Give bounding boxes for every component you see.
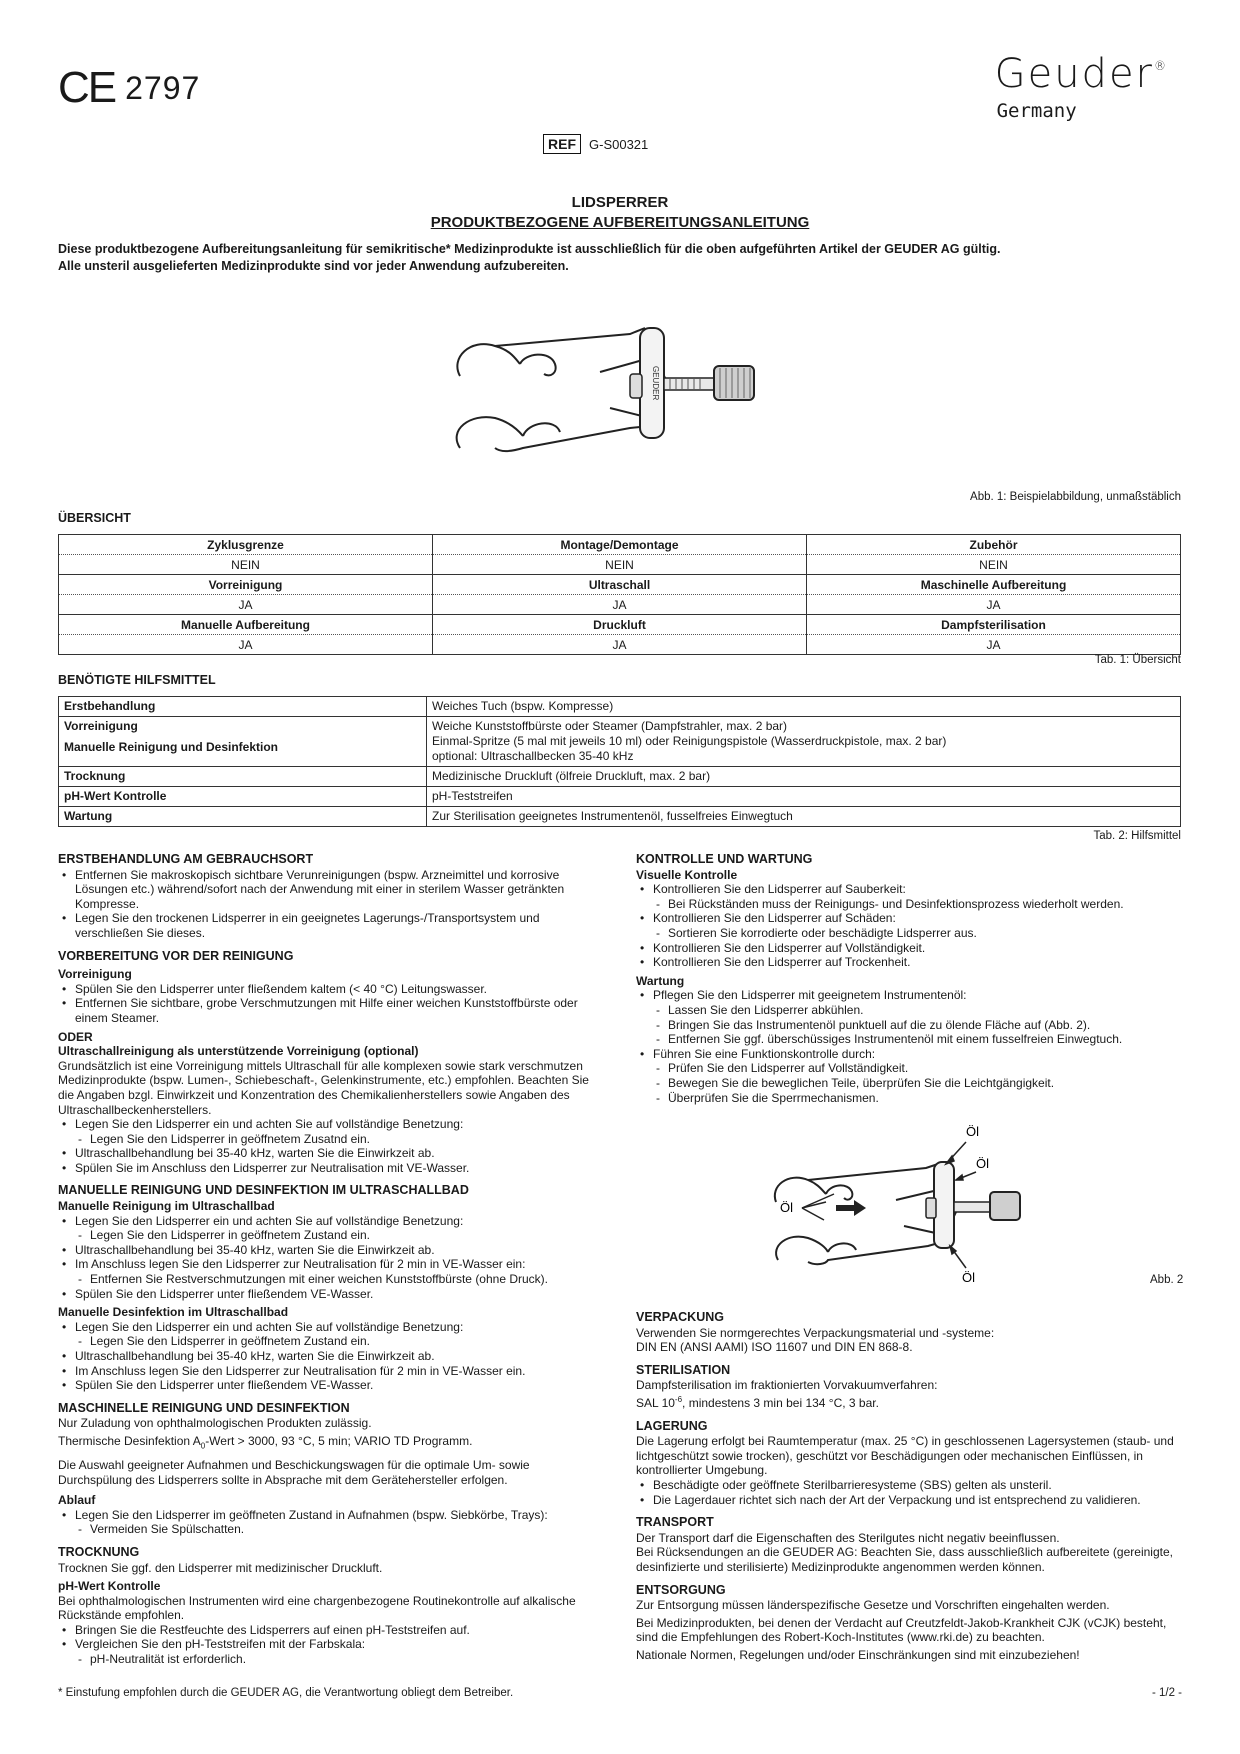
section-heading: KONTROLLE UND WARTUNG [636,852,813,866]
bullet-list [58,982,606,1026]
table-2-caption: Tab. 2: Hilfsmittel [1093,830,1181,842]
sub-list-item: - Bringen Sie das Instrumentenöl punktuell auf die zu ölende Fläche auf (Abb. 2). [636,1018,1184,1033]
aids-key [59,717,427,767]
subsection-heading: Wartung [636,973,685,988]
overview-cell: JA [433,635,807,655]
sub-list-item: - Prüfen Sie den Lidsperrer auf Vollständigkeit. [636,1061,1184,1076]
overview-header-row [59,575,1181,595]
subsection-heading: Vorreinigung [58,967,132,982]
ref-label: REF [543,134,581,154]
list-item: • Entfernen Sie makroskopisch sichtbare Verunreinigungen (bspw. Arzneimittel und korrosive Lösungen etc.) während/sofort nach der Anwendung mit einer in sterilem Wasser getränkten Kompresse. [58,868,606,912]
list-item: • Legen Sie den Lidsperrer ein und achten Sie auf vollständige Benetzung: [58,1320,606,1335]
list-item: • Spülen Sie den Lidsperrer unter fließendem kaltem (< 40 °C) Leitungswasser. [58,982,606,997]
aids-value: pH-Teststreifen [427,787,1181,807]
right-column-top [636,852,1184,1105]
paragraph: Nationale Normen, Regelungen und/oder Einschränkungen sind mit einzubeziehen! [636,1647,1080,1662]
paragraph: Bei Medizinprodukten, bei denen der Verdacht auf Creutzfeldt-Jakob-Krankheit CJK (vCJK) besteht, sind die Empfehlungen des Robert-Koch-Institutes (www.rki.de) zu beachten. [636,1615,1167,1645]
bullet-list [636,882,1184,970]
overview-cell: JA [807,635,1181,655]
list-item: • Kontrollieren Sie den Lidsperrer auf Schäden: [636,911,1184,926]
section-heading: ERSTBEHANDLUNG AM GEBRAUCHSORT [58,852,314,866]
bullet-list [636,1478,1184,1507]
oil-label: Öl [962,1270,975,1285]
sub-list-item: - Sortieren Sie korrodierte oder beschädigte Lidsperrer aus. [636,926,1184,941]
aids-value-line: Weiche Kunststoffbürste oder Steamer (Dampfstrahler, max. 2 bar) [432,719,788,733]
page-number: - 1/2 - [1151,1687,1182,1699]
oil-label: Öl [966,1124,979,1139]
ref-value: G-S00321 [589,136,649,152]
paragraph: Verwenden Sie normgerechtes Verpackungsmaterial und -systeme: [636,1325,995,1340]
subsection-heading: Visuelle Kontrolle [636,867,738,882]
overview-cell: Maschinelle Aufbereitung [807,575,1181,595]
aids-value: Medizinische Druckluft (ölfreie Druckluft, max. 2 bar) [427,767,1181,787]
sub-list-item: - Überprüfen Sie die Sperrmechanismen. [636,1091,1184,1106]
paragraph: Zur Entsorgung müssen länderspezifische Gesetze und Vorschriften eingehalten werden. [636,1598,1110,1613]
subsection-heading: pH-Wert Kontrolle [58,1579,161,1594]
list-item: • Im Anschluss legen Sie den Lidsperrer zur Neutralisation für 2 min in VE-Wasser ein. [58,1364,606,1379]
aids-key: Wartung [59,807,427,827]
section-heading: VORBEREITUNG VOR DER REINIGUNG [58,948,294,963]
aids-value: Weiches Tuch (bspw. Kompresse) [427,697,1181,717]
sub-list-item: - pH-Neutralität ist erforderlich. [58,1652,606,1667]
aids-value-line: Einmal-Spritze (5 mal mit jeweils 10 ml) oder Reinigungspistole (Wasserdruckpistole, max. 2 bar) [432,734,947,748]
figure-2-oil-points [766,1120,1066,1290]
figure-1-speculum-illustration [440,318,820,468]
ce-marking [58,63,201,112]
text-span: Thermische Desinfektion A [58,1433,201,1448]
list-item: • Führen Sie eine Funktionskontrolle durch: [636,1047,1184,1062]
list-item: • Pflegen Sie den Lidsperrer mit geeignetem Instrumentenöl: [636,988,1184,1003]
left-column [58,852,606,1667]
sub-list-item: - Entfernen Sie ggf. überschüssiges Instrumentenöl mit einem fusselfreien Einwegtuch. [636,1032,1184,1047]
sub-list-item: - Legen Sie den Lidsperrer in geöffnetem Zustand ein. [58,1228,606,1243]
bullet-list [58,1214,606,1302]
section-heading: MASCHINELLE REINIGUNG UND DESINFEKTION [58,1400,350,1415]
aids-row [59,767,1181,787]
intro-line-1: Diese produktbezogene Aufbereitungsanleitung für semikritische* Medizinprodukte ist ausschließlich für die oben aufgeführten Artikel der GEUDER AG gültig. [58,242,1001,256]
list-item: • Im Anschluss legen Sie den Lidsperrer zur Neutralisation für 2 min in VE-Wasser ein: [58,1257,606,1272]
section-heading: ENTSORGUNG [636,1582,726,1597]
list-item: • Kontrollieren Sie den Lidsperrer auf Trockenheit. [636,955,1184,970]
intro-line-2: Alle unsteril ausgelieferten Medizinprodukte sind vor jeder Anwendung aufzubereiten. [58,259,569,273]
bullet-list [58,1117,606,1175]
overview-cell: JA [238,637,253,652]
overview-header-row [59,535,1181,555]
paragraph: Bei ophthalmologischen Instrumenten wird eine chargenbezogene Routinekontrolle auf alkalische Rückstände empfohlen. [58,1593,576,1623]
table-1-caption: Tab. 1: Übersicht [1094,654,1181,666]
list-item: • Entfernen Sie sichtbare, grobe Verschmutzungen mit Hilfe einer weichen Kunststoffbürste oder einem Steamer. [58,996,606,1025]
subsection-heading: Ablauf [58,1493,96,1508]
notified-body-number: 2797 [125,70,201,106]
speculum-engraving: GEUDER [651,366,660,401]
section-heading: LAGERUNG [636,1418,708,1433]
geuder-logo [994,51,1168,122]
list-item: • Ultraschallbehandlung bei 35-40 kHz, warten Sie die Einwirkzeit ab. [58,1243,606,1258]
overview-header-row [59,615,1181,635]
brand-country: Germany [996,100,1077,122]
aids-row [59,717,1181,767]
overview-cell: Dampfsterilisation [807,615,1181,635]
section-heading: TRANSPORT [636,1515,714,1530]
intro-text [58,241,1188,275]
overview-cell: JA [807,595,1181,615]
overview-cell: NEIN [231,557,260,572]
paragraph: Grundsätzlich ist eine Vorreinigung mittels Ultraschall für alle komplexen sowie stark verschmutzen Medizinprodukte (bspw. Lumen-, Schiebeschaft-, Gelenkinstrumente, etc.) empfohlen. Beachten Sie die Angaben bzgl. Einwirkzeit und Konzentration des Chemikalienherstellers sowie Angaben des Ultraschallbeckenherstellers. [58,1058,589,1117]
list-item: • Die Lagerdauer richtet sich nach der Art der Verpackung und ist entsprechend zu validieren. [636,1493,1184,1508]
list-item: • Ultraschallbehandlung bei 35-40 kHz, warten Sie die Einwirkzeit ab. [58,1146,606,1161]
list-item: • Vergleichen Sie den pH-Teststreifen mit der Farbskala: [58,1637,606,1652]
sub-list-item: - Bei Rückständen muss der Reinigungs- und Desinfektionsprozess wiederholt werden. [636,897,1184,912]
paragraph: Die Auswahl geeigneter Aufnahmen und Beschickungswagen für die optimale Um- sowie Durchspülung des Lidsperrers sollte in Absprache mit dem Gerätehersteller erfolgen. [58,1457,530,1487]
list-item: • Beschädigte oder geöffnete Sterilbarrieresysteme (SBS) gelten als unsteril. [636,1478,1184,1493]
list-item: • Spülen Sie den Lidsperrer unter fließendem VE-Wasser. [58,1378,606,1393]
aids-value [427,717,1181,767]
list-item: • Kontrollieren Sie den Lidsperrer auf Vollständigkeit. [636,941,1184,956]
list-item: • Legen Sie den trockenen Lidsperrer in ein geeignetes Lagerungs-/Transportsystem und verschließen Sie dieses. [58,911,606,940]
list-item: • Ultraschallbehandlung bei 35-40 kHz, warten Sie die Einwirkzeit ab. [58,1349,606,1364]
paragraph: Dampfsterilisation im fraktionierten Vorvakuumverfahren: [636,1378,938,1393]
paragraph: Der Transport darf die Eigenschaften des Sterilgutes nicht negativ beeinflussen. [636,1530,1060,1545]
aids-row [59,787,1181,807]
ce-mark: CE [58,63,116,112]
section-heading: VERPACKUNG [636,1310,724,1324]
overview-cell: NEIN [433,555,807,575]
oil-label: Öl [780,1200,793,1215]
footnote: * Einstufung empfohlen durch die GEUDER AG, die Verantwortung obliegt dem Betreiber. [58,1687,514,1699]
overview-cell: NEIN [807,555,1181,575]
reference-number [543,134,648,154]
subscript: 0 [200,1441,206,1451]
overview-value-row [59,635,1181,655]
aids-key-line: Vorreinigung [64,719,138,733]
aids-row [59,697,1181,717]
subsection-heading: Manuelle Reinigung im Ultraschallbad [58,1199,275,1214]
oil-label: Öl [976,1156,989,1171]
sub-list-item: - Entfernen Sie Restverschmutzungen mit einer weichen Kunststoffbürste (ohne Druck). [58,1272,606,1287]
overview-cell: JA [433,595,807,615]
aids-value-line: optional: Ultraschallbecken 35-40 kHz [432,749,634,763]
overview-cell: Manuelle Aufbereitung [59,615,433,635]
aids-value: Zur Sterilisation geeignetes Instrumentenöl, fusselfreies Einwegtuch [427,807,1181,827]
brand-name: Geuder [994,51,1154,97]
paragraph [636,1393,1184,1411]
aids-key: pH-Wert Kontrolle [59,787,427,807]
overview-cell: Vorreinigung [59,575,433,595]
text-span: -Wert > 3000, 93 °C, 5 min; VARIO TD Programm. [205,1433,473,1448]
overview-table [58,534,1181,655]
aids-table [58,696,1181,827]
sub-list-item: - Lassen Sie den Lidsperrer abkühlen. [636,1003,1184,1018]
overview-value-row [59,595,1181,615]
list-item: • Legen Sie den Lidsperrer ein und achten Sie auf vollständige Benetzung: [58,1117,606,1132]
text-span: SAL 10 [636,1395,675,1410]
bullet-list [58,868,606,941]
section-heading: MANUELLE REINIGUNG UND DESINFEKTION IM ULTRASCHALLBAD [58,1183,469,1198]
bullet-list [58,1623,606,1667]
paragraph: Die Lagerung erfolgt bei Raumtemperatur (max. 25 °C) in geschlossenen Lagersystemen (staub- und lichtgeschützt sowie trocken), geschützt vor Beschädigungen oder mechanischen Einflüssen, in kontrollierter Umgebung. [636,1434,1174,1478]
figure-1-caption: Abb. 1: Beispielabbildung, unmaßstäblich [970,491,1181,503]
overview-cell: Zubehör [807,535,1181,555]
paragraph: Trocknen Sie ggf. den Lidsperrer mit medizinischer Druckluft. [58,1560,383,1575]
list-item: • Kontrollieren Sie den Lidsperrer auf Sauberkeit: [636,882,1184,897]
list-item: • Bringen Sie die Restfeuchte des Lidsperrers auf einen pH-Teststreifen auf. [58,1623,606,1638]
paragraph: DIN EN (ANSI AAMI) ISO 11607 und DIN EN 868-8. [636,1340,913,1355]
superscript: -6 [674,1394,683,1404]
figure-2-caption: Abb. 2 [1150,1274,1184,1286]
paragraph: Nur Zuladung von ophthalmologischen Produkten zulässig. [58,1416,372,1431]
aids-key-line: Manuelle Reinigung und Desinfektion [64,740,279,754]
text-span: , mindestens 3 min bei 134 °C, 3 bar. [682,1395,879,1410]
sub-list-item: - Legen Sie den Lidsperrer in geöffnetem Zustand ein. [58,1334,606,1349]
paragraph: Bei Rücksendungen an die GEUDER AG: Beachten Sie, dass ausschließlich aufbereitete (gereinigte, desinfizierte und sterilisierte) Medizinprodukte angenommen werden können. [636,1545,1173,1574]
document-title: LIDSPERRER [571,194,669,211]
aids-key: Erstbehandlung [59,697,427,717]
bullet-list [58,1320,606,1393]
aids-row [59,807,1181,827]
subsection-heading: Manuelle Desinfektion im Ultraschallbad [58,1305,289,1320]
aids-key: Trocknung [59,767,427,787]
overview-cell: Montage/Demontage [433,535,807,555]
sub-list-item: - Bewegen Sie die beweglichen Teile, überprüfen Sie die Leichtgängigkeit. [636,1076,1184,1091]
brand-registered-mark: ® [1154,59,1168,73]
subsection-heading: Ultraschallreinigung als unterstützende Vorreinigung (optional) [58,1044,419,1059]
list-item: • Spülen Sie im Anschluss den Lidsperrer zur Neutralisation mit VE-Wasser. [58,1161,606,1176]
overview-cell: Druckluft [433,615,807,635]
aids-heading: BENÖTIGTE HILFSMITTEL [58,673,216,687]
overview-value-row [59,555,1181,575]
overview-cell: JA [238,597,253,612]
bullet-list [58,1508,606,1537]
right-column-bottom [636,1310,1184,1662]
sub-list-item: - Vermeiden Sie Spülschatten. [58,1522,606,1537]
sub-list-item: - Legen Sie den Lidsperrer in geöffnetem Zusatnd ein. [58,1132,606,1147]
document-subtitle: PRODUKTBEZOGENE AUFBEREITUNGSANLEITUNG [430,214,810,231]
bullet-list [636,988,1184,1105]
section-heading: TROCKNUNG [58,1544,140,1559]
list-item: • Legen Sie den Lidsperrer im geöffneten Zustand in Aufnahmen (bspw. Siebkörbe, Trays): [58,1508,606,1523]
or-label: ODER [58,1029,93,1044]
overview-cell: Zyklusgrenze [59,535,433,555]
list-item: • Spülen Sie den Lidsperrer unter fließendem VE-Wasser. [58,1287,606,1302]
paragraph [58,1434,606,1454]
overview-cell: Ultraschall [433,575,807,595]
list-item: • Legen Sie den Lidsperrer ein und achten Sie auf vollständige Benetzung: [58,1214,606,1229]
section-heading: STERILISATION [636,1362,731,1377]
overview-heading: ÜBERSICHT [58,511,131,525]
